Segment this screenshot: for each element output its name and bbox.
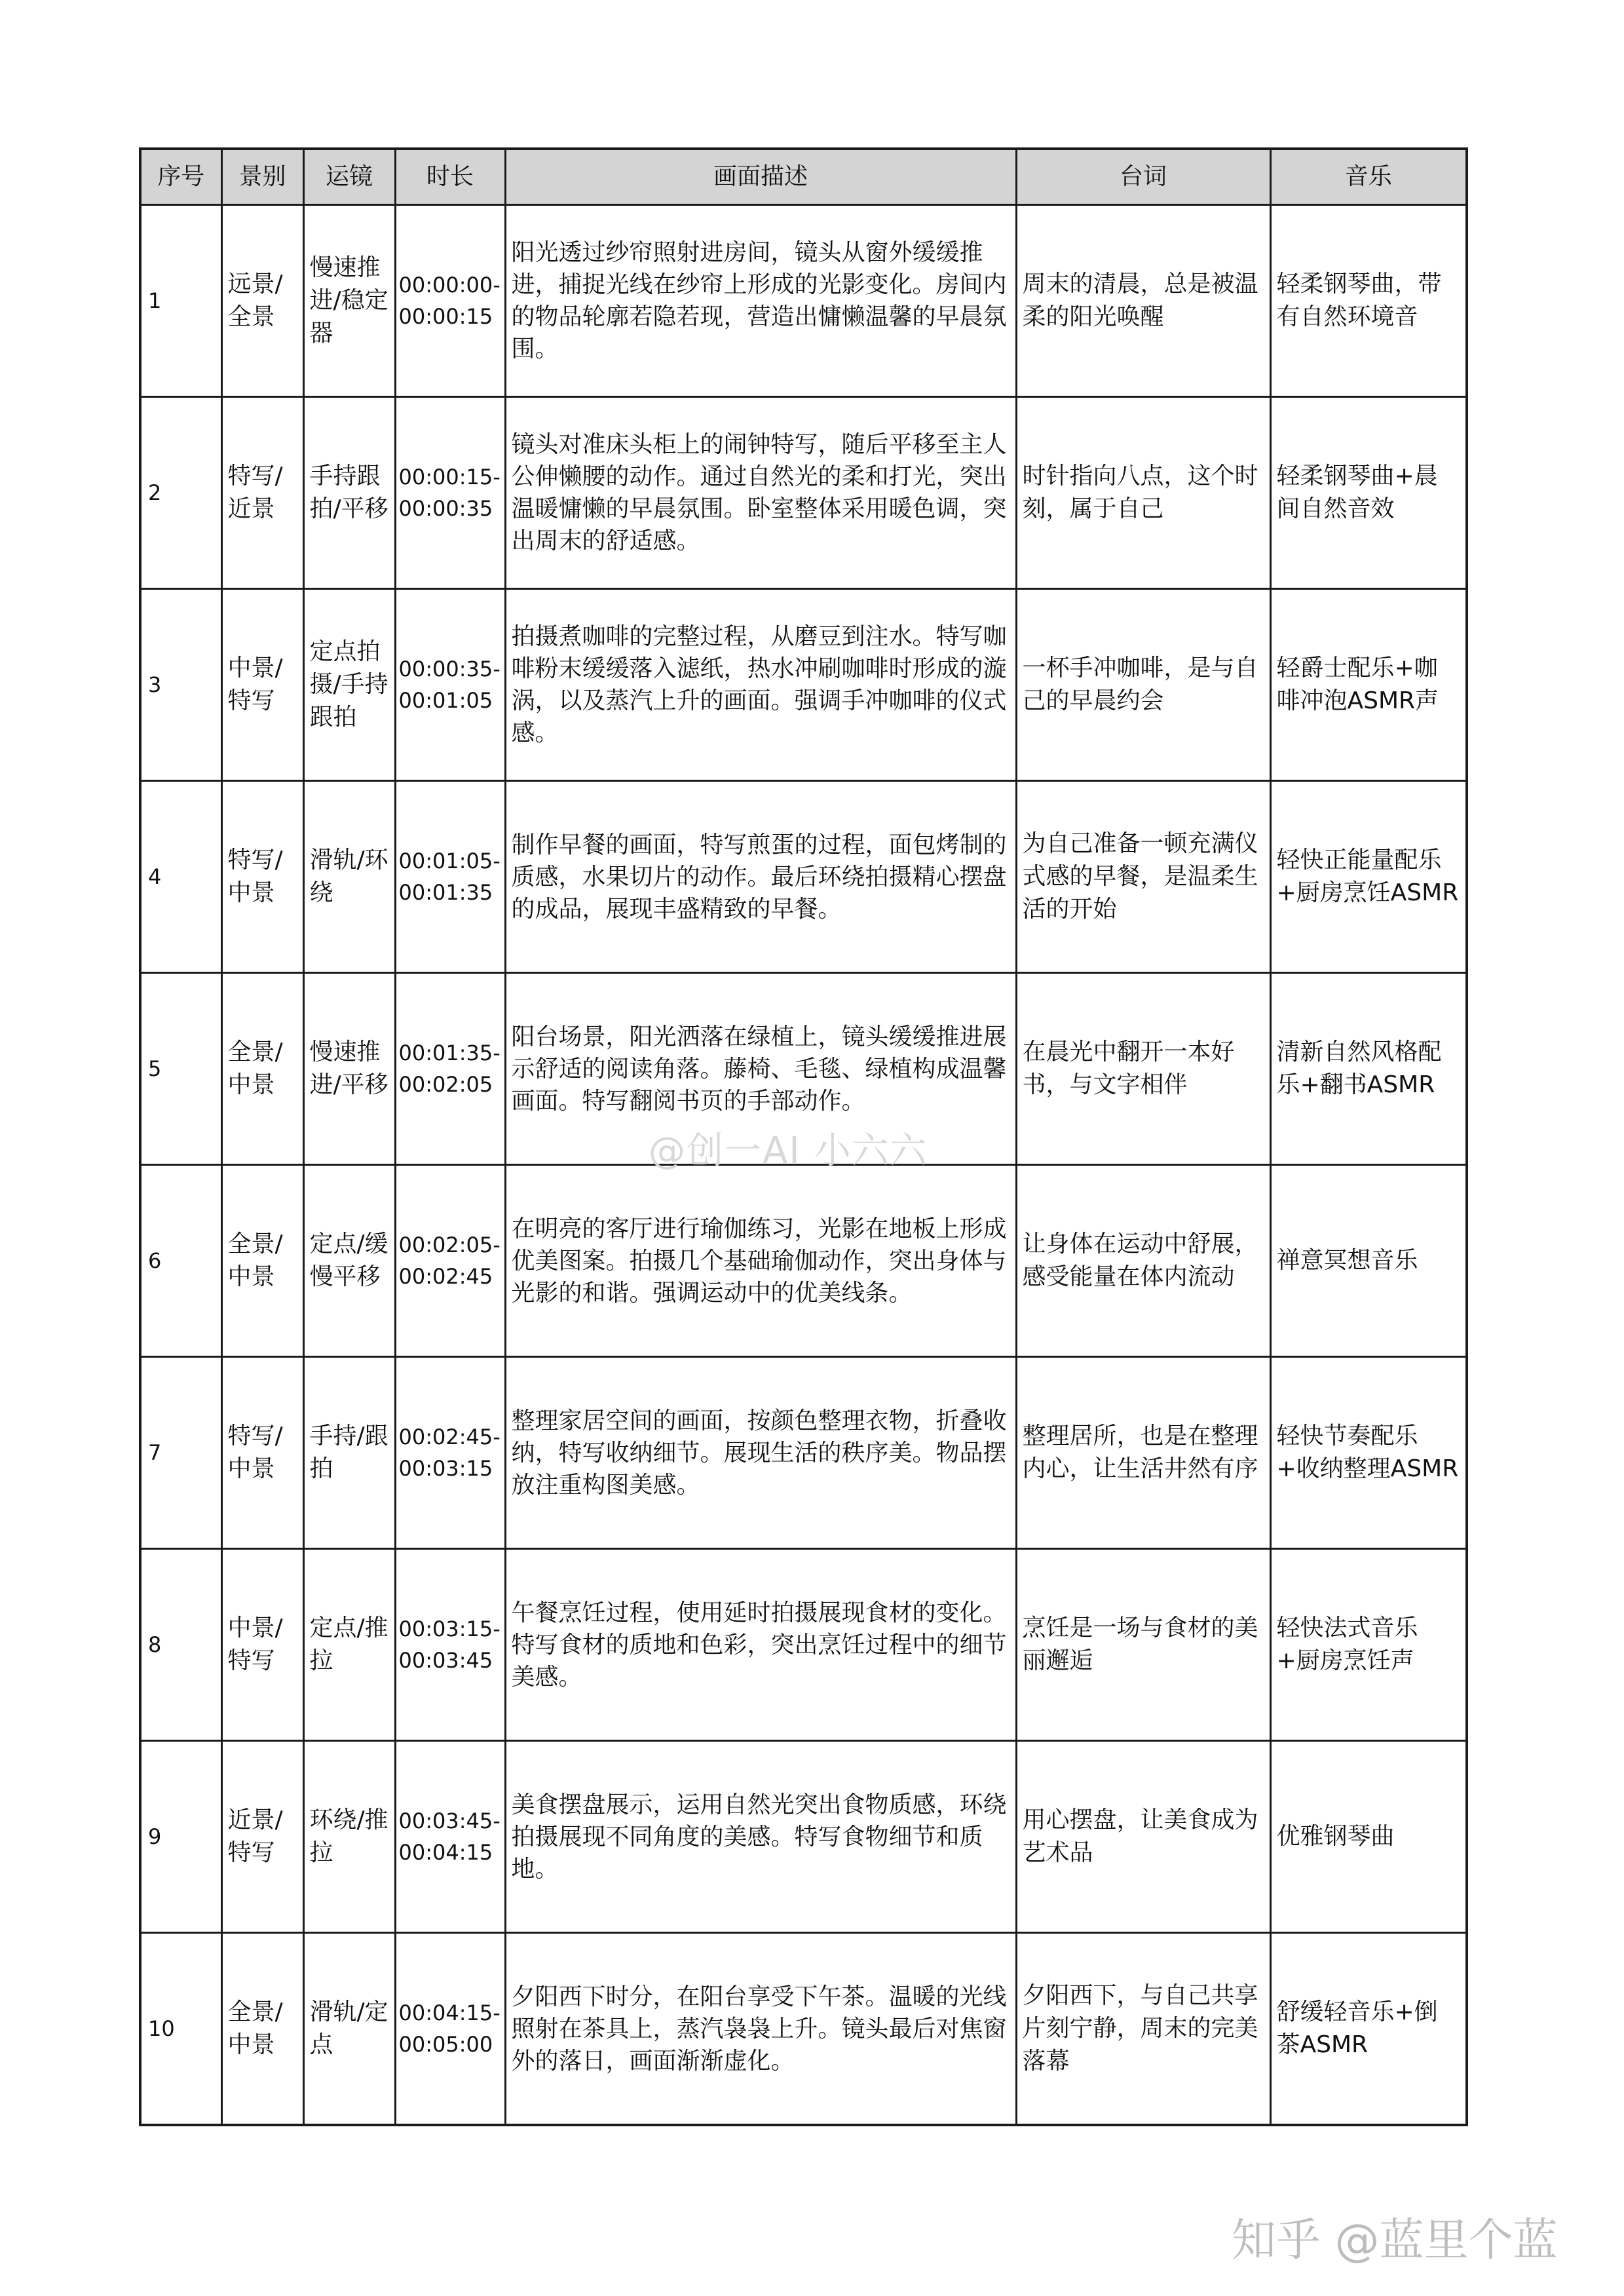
cell-shot: 全景/中景 [221,973,303,1165]
cell-camera: 环绕/推拉 [303,1741,395,1933]
table-row [140,397,1467,589]
cell-line: 让身体在运动中舒展，感受能量在体内流动 [1016,1165,1270,1357]
cell-camera: 手持/跟拍 [303,1357,395,1549]
cell-shot: 特写/近景 [221,397,303,589]
cell-music: 轻快节奏配乐+收纳整理ASMR [1270,1357,1467,1549]
cell-camera: 定点/缓慢平移 [303,1165,395,1357]
cell-duration: 00:01:05-00:01:35 [395,781,505,973]
cell-music: 轻柔钢琴曲，带有自然环境音 [1270,205,1467,397]
cell-description: 制作早餐的画面，特写煎蛋的过程，面包烤制的质感，水果切片的动作。最后环绕拍摄精心摆盘的成品，展现丰盛精致的早餐。 [505,781,1016,973]
header-camera: 运镜 [303,149,395,205]
cell-music: 禅意冥想音乐 [1270,1165,1467,1357]
table-row [140,589,1467,781]
cell-index: 9 [140,1741,221,1933]
cell-line: 夕阳西下，与自己共享片刻宁静，周末的完美落幕 [1016,1933,1270,2126]
cell-duration: 00:03:15-00:03:45 [395,1549,505,1741]
table-row [140,1549,1467,1741]
cell-index: 1 [140,205,221,397]
cell-shot: 全景/中景 [221,1933,303,2126]
header-music: 音乐 [1270,149,1467,205]
cell-shot: 近景/特写 [221,1741,303,1933]
watermark-center: @创一AI 小六六 [649,1130,928,1172]
cell-music: 轻柔钢琴曲+晨间自然音效 [1270,397,1467,589]
table-row [140,1933,1467,2126]
cell-line: 整理居所，也是在整理内心，让生活井然有序 [1016,1357,1270,1549]
cell-shot: 特写/中景 [221,781,303,973]
cell-description: 阳台场景，阳光洒落在绿植上，镜头缓缓推进展示舒适的阅读角落。藤椅、毛毯、绿植构成温馨画面。特写翻阅书页的手部动作。 [505,973,1016,1165]
cell-index: 4 [140,781,221,973]
watermark-corner: 知乎 @蓝里个蓝 [1232,2215,1558,2267]
cell-description: 美食摆盘展示，运用自然光突出食物质感，环绕拍摄展现不同角度的美感。特写食物细节和质地。 [505,1741,1016,1933]
cell-music: 优雅钢琴曲 [1270,1741,1467,1933]
cell-music: 轻快正能量配乐+厨房烹饪ASMR [1270,781,1467,973]
cell-camera: 慢速推进/稳定器 [303,205,395,397]
table-row [140,781,1467,973]
table-row [140,1357,1467,1549]
cell-camera: 手持跟拍/平移 [303,397,395,589]
cell-duration: 00:02:05-00:02:45 [395,1165,505,1357]
cell-camera: 定点/推拉 [303,1549,395,1741]
cell-music: 轻爵士配乐+咖啡冲泡ASMR声 [1270,589,1467,781]
cell-duration: 00:02:45-00:03:15 [395,1357,505,1549]
table-row [140,205,1467,397]
cell-description: 午餐烹饪过程，使用延时拍摄展现食材的变化。特写食材的质地和色彩，突出烹饪过程中的细节美感。 [505,1549,1016,1741]
cell-index: 8 [140,1549,221,1741]
cell-index: 10 [140,1933,221,2126]
cell-music: 轻快法式音乐+厨房烹饪声 [1270,1549,1467,1741]
cell-index: 2 [140,397,221,589]
cell-line: 时针指向八点，这个时刻，属于自己 [1016,397,1270,589]
cell-shot: 特写/中景 [221,1357,303,1549]
header-duration: 时长 [395,149,505,205]
cell-shot: 全景/中景 [221,1165,303,1357]
cell-shot: 中景/特写 [221,589,303,781]
cell-duration: 00:03:45-00:04:15 [395,1741,505,1933]
cell-camera: 定点拍摄/手持跟拍 [303,589,395,781]
cell-description: 镜头对准床头柜上的闹钟特写，随后平移至主人公伸懒腰的动作。通过自然光的柔和打光，突出温暖慵懒的早晨氛围。卧室整体采用暖色调，突出周末的舒适感。 [505,397,1016,589]
cell-music: 舒缓轻音乐+倒茶ASMR [1270,1933,1467,2126]
cell-description: 整理家居空间的画面，按颜色整理衣物，折叠收纳，特写收纳细节。展现生活的秩序美。物品摆放注重构图美感。 [505,1357,1016,1549]
header-line: 台词 [1016,149,1270,205]
cell-index: 3 [140,589,221,781]
cell-camera: 滑轨/定点 [303,1933,395,2126]
table-row [140,1741,1467,1933]
cell-description: 夕阳西下时分，在阳台享受下午茶。温暖的光线照射在茶具上，蒸汽袅袅上升。镜头最后对焦窗外的落日，画面渐渐虚化。 [505,1933,1016,2126]
cell-line: 在晨光中翻开一本好书，与文字相伴 [1016,973,1270,1165]
cell-camera: 滑轨/环绕 [303,781,395,973]
cell-description: 阳光透过纱帘照射进房间，镜头从窗外缓缓推进，捕捉光线在纱帘上形成的光影变化。房间内的物品轮廓若隐若现，营造出慵懒温馨的早晨氛围。 [505,205,1016,397]
cell-description: 在明亮的客厅进行瑜伽练习，光影在地板上形成优美图案。拍摄几个基础瑜伽动作，突出身体与光影的和谐。强调运动中的优美线条。 [505,1165,1016,1357]
cell-line: 用心摆盘，让美食成为艺术品 [1016,1741,1270,1933]
cell-camera: 慢速推进/平移 [303,973,395,1165]
cell-duration: 00:00:35-00:01:05 [395,589,505,781]
cell-index: 7 [140,1357,221,1549]
header-shot: 景别 [221,149,303,205]
cell-index: 5 [140,973,221,1165]
cell-line: 周末的清晨，总是被温柔的阳光唤醒 [1016,205,1270,397]
header-row [140,149,1467,205]
cell-music: 清新自然风格配乐+翻书ASMR [1270,973,1467,1165]
cell-line: 为自己准备一顿充满仪式感的早餐，是温柔生活的开始 [1016,781,1270,973]
header-description: 画面描述 [505,149,1016,205]
cell-shot: 远景/全景 [221,205,303,397]
cell-shot: 中景/特写 [221,1549,303,1741]
cell-duration: 00:00:00-00:00:15 [395,205,505,397]
cell-line: 烹饪是一场与食材的美丽邂逅 [1016,1549,1270,1741]
cell-index: 6 [140,1165,221,1357]
cell-line: 一杯手冲咖啡，是与自己的早晨约会 [1016,589,1270,781]
cell-duration: 00:00:15-00:00:35 [395,397,505,589]
table-row [140,1165,1467,1357]
cell-duration: 00:01:35-00:02:05 [395,973,505,1165]
cell-description: 拍摄煮咖啡的完整过程，从磨豆到注水。特写咖啡粉末缓缓落入滤纸，热水冲刷咖啡时形成的漩涡，以及蒸汽上升的画面。强调手冲咖啡的仪式感。 [505,589,1016,781]
cell-duration: 00:04:15-00:05:00 [395,1933,505,2126]
header-index: 序号 [140,149,221,205]
